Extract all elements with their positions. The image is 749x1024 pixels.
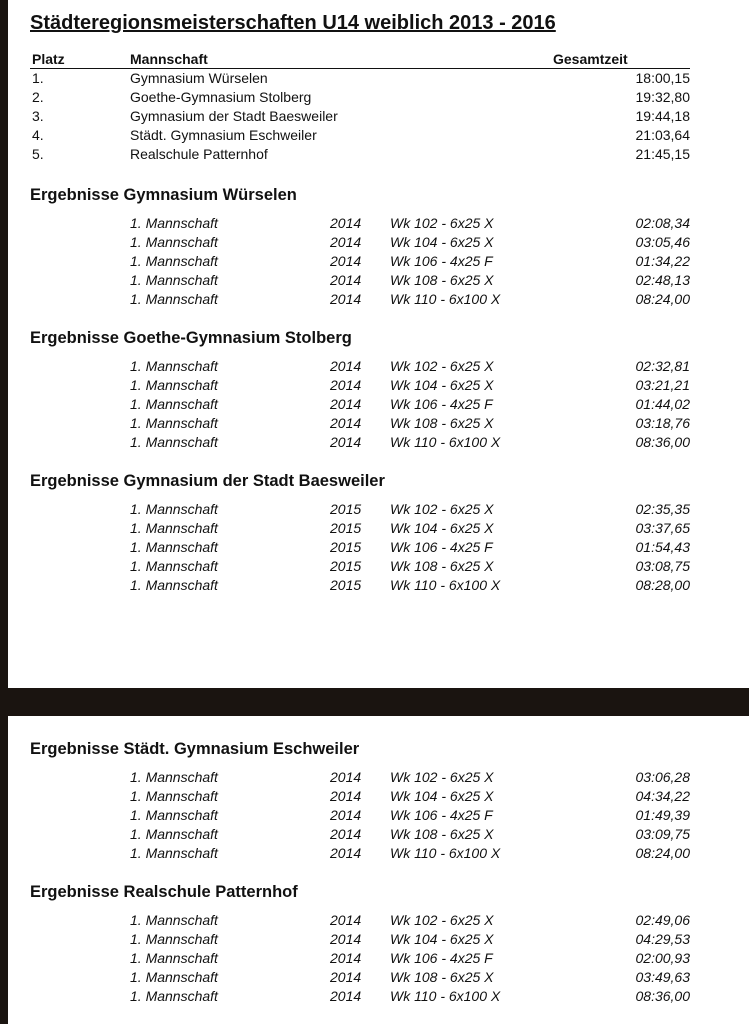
result-time: 08:24,00 <box>635 845 690 861</box>
place: 4. <box>32 127 44 143</box>
result-time: 08:36,00 <box>635 988 690 1004</box>
result-team: 1. Mannschaft <box>130 520 218 536</box>
result-row <box>30 214 690 233</box>
standings-table <box>30 50 690 164</box>
document-page-1 <box>8 0 749 688</box>
result-time: 08:24,00 <box>635 291 690 307</box>
result-time: 02:35,35 <box>635 501 690 517</box>
result-year: 2015 <box>330 520 362 536</box>
result-row <box>30 357 690 376</box>
result-row <box>30 433 690 452</box>
result-year: 2014 <box>330 234 362 250</box>
result-team: 1. Mannschaft <box>130 558 218 574</box>
team-name: Gymnasium Würselen <box>130 70 268 86</box>
result-time: 08:28,00 <box>635 577 690 593</box>
team-name: Gymnasium der Stadt Baesweiler <box>130 108 338 124</box>
result-year: 2014 <box>330 807 362 823</box>
result-team: 1. Mannschaft <box>130 969 218 985</box>
result-team: 1. Mannschaft <box>130 539 218 555</box>
result-team: 1. Mannschaft <box>130 577 218 593</box>
result-event: Wk 108 - 6x25 X <box>390 826 494 842</box>
result-row <box>30 949 690 968</box>
result-row <box>30 825 690 844</box>
result-team: 1. Mannschaft <box>130 396 218 412</box>
result-year: 2015 <box>330 501 362 517</box>
result-row <box>30 252 690 271</box>
result-event: Wk 110 - 6x100 X <box>390 988 501 1004</box>
result-time: 01:34,22 <box>635 253 690 269</box>
result-event: Wk 102 - 6x25 X <box>390 769 494 785</box>
results-section <box>30 738 690 863</box>
result-event: Wk 106 - 4x25 F <box>390 807 493 823</box>
result-event: Wk 108 - 6x25 X <box>390 415 494 431</box>
result-row <box>30 414 690 433</box>
result-event: Wk 104 - 6x25 X <box>390 788 494 804</box>
result-team: 1. Mannschaft <box>130 434 218 450</box>
standings-header <box>30 50 690 69</box>
result-team: 1. Mannschaft <box>130 253 218 269</box>
result-time: 08:36,00 <box>635 434 690 450</box>
results-section <box>30 184 690 309</box>
result-year: 2014 <box>330 931 362 947</box>
place: 2. <box>32 89 44 105</box>
result-row <box>30 576 690 595</box>
results-section <box>30 327 690 452</box>
result-row <box>30 911 690 930</box>
total-time: 21:03,64 <box>635 127 690 143</box>
result-row <box>30 844 690 863</box>
document-page-2 <box>8 716 749 1024</box>
result-team: 1. Mannschaft <box>130 377 218 393</box>
result-year: 2014 <box>330 415 362 431</box>
section-title: Ergebnisse Realschule Patternhof <box>30 883 298 901</box>
result-year: 2014 <box>330 845 362 861</box>
standings-row <box>30 69 690 88</box>
result-time: 03:08,75 <box>635 558 690 574</box>
result-event: Wk 102 - 6x25 X <box>390 215 494 231</box>
result-event: Wk 102 - 6x25 X <box>390 358 494 374</box>
result-row <box>30 500 690 519</box>
result-time: 03:49,63 <box>635 969 690 985</box>
header-team: Mannschaft <box>130 51 208 67</box>
result-row <box>30 987 690 1006</box>
team-name: Goethe-Gymnasium Stolberg <box>130 89 312 105</box>
total-time: 21:45,15 <box>635 146 690 162</box>
result-time: 03:09,75 <box>635 826 690 842</box>
result-time: 01:54,43 <box>635 539 690 555</box>
header-place: Platz <box>32 51 65 67</box>
standings-row <box>30 107 690 126</box>
result-event: Wk 106 - 4x25 F <box>390 539 493 555</box>
result-time: 03:37,65 <box>635 520 690 536</box>
result-year: 2014 <box>330 291 362 307</box>
result-event: Wk 106 - 4x25 F <box>390 253 493 269</box>
result-event: Wk 104 - 6x25 X <box>390 234 494 250</box>
place: 5. <box>32 146 44 162</box>
result-row <box>30 806 690 825</box>
result-event: Wk 104 - 6x25 X <box>390 931 494 947</box>
results-list <box>30 768 690 863</box>
standings-row <box>30 126 690 145</box>
result-year: 2014 <box>330 396 362 412</box>
result-event: Wk 110 - 6x100 X <box>390 845 501 861</box>
result-year: 2014 <box>330 358 362 374</box>
result-time: 01:44,02 <box>635 396 690 412</box>
result-event: Wk 104 - 6x25 X <box>390 520 494 536</box>
result-year: 2015 <box>330 577 362 593</box>
result-event: Wk 108 - 6x25 X <box>390 558 494 574</box>
result-event: Wk 106 - 4x25 F <box>390 396 493 412</box>
result-team: 1. Mannschaft <box>130 291 218 307</box>
result-event: Wk 108 - 6x25 X <box>390 969 494 985</box>
result-row <box>30 376 690 395</box>
document-title: Städteregionsmeisterschaften U14 weiblich 2013 - 2016 <box>30 12 556 34</box>
result-time: 03:18,76 <box>635 415 690 431</box>
results-list <box>30 214 690 309</box>
result-team: 1. Mannschaft <box>130 912 218 928</box>
result-time: 02:49,06 <box>635 912 690 928</box>
result-time: 03:06,28 <box>635 769 690 785</box>
results-list <box>30 911 690 1006</box>
result-team: 1. Mannschaft <box>130 234 218 250</box>
result-year: 2014 <box>330 769 362 785</box>
result-team: 1. Mannschaft <box>130 931 218 947</box>
result-year: 2014 <box>330 826 362 842</box>
section-title: Ergebnisse Gymnasium Würselen <box>30 186 297 204</box>
result-event: Wk 104 - 6x25 X <box>390 377 494 393</box>
team-name: Städt. Gymnasium Eschweiler <box>130 127 317 143</box>
result-event: Wk 102 - 6x25 X <box>390 501 494 517</box>
result-event: Wk 108 - 6x25 X <box>390 272 494 288</box>
result-year: 2014 <box>330 215 362 231</box>
result-row <box>30 233 690 252</box>
results-list <box>30 357 690 452</box>
result-time: 02:08,34 <box>635 215 690 231</box>
result-year: 2014 <box>330 912 362 928</box>
place: 3. <box>32 108 44 124</box>
result-row <box>30 787 690 806</box>
result-time: 03:21,21 <box>635 377 690 393</box>
total-time: 19:44,18 <box>635 108 690 124</box>
results-section <box>30 881 690 1006</box>
header-total-time: Gesamtzeit <box>553 51 628 67</box>
result-team: 1. Mannschaft <box>130 988 218 1004</box>
result-team: 1. Mannschaft <box>130 272 218 288</box>
result-row <box>30 768 690 787</box>
result-year: 2015 <box>330 558 362 574</box>
result-year: 2014 <box>330 253 362 269</box>
result-year: 2014 <box>330 788 362 804</box>
result-time: 03:05,46 <box>635 234 690 250</box>
result-row <box>30 968 690 987</box>
results-list <box>30 500 690 595</box>
standings-row <box>30 145 690 164</box>
result-team: 1. Mannschaft <box>130 501 218 517</box>
result-row <box>30 538 690 557</box>
result-team: 1. Mannschaft <box>130 826 218 842</box>
result-event: Wk 110 - 6x100 X <box>390 434 501 450</box>
section-title: Ergebnisse Gymnasium der Stadt Baesweiler <box>30 472 385 490</box>
result-year: 2014 <box>330 377 362 393</box>
result-row <box>30 557 690 576</box>
standings-row <box>30 88 690 107</box>
section-title: Ergebnisse Goethe-Gymnasium Stolberg <box>30 329 352 347</box>
result-time: 02:00,93 <box>635 950 690 966</box>
result-row <box>30 519 690 538</box>
total-time: 18:00,15 <box>635 70 690 86</box>
result-team: 1. Mannschaft <box>130 415 218 431</box>
result-event: Wk 110 - 6x100 X <box>390 577 501 593</box>
result-time: 04:34,22 <box>635 788 690 804</box>
result-row <box>30 290 690 309</box>
result-team: 1. Mannschaft <box>130 769 218 785</box>
result-team: 1. Mannschaft <box>130 788 218 804</box>
result-event: Wk 106 - 4x25 F <box>390 950 493 966</box>
place: 1. <box>32 70 44 86</box>
result-year: 2014 <box>330 434 362 450</box>
result-year: 2015 <box>330 539 362 555</box>
result-year: 2014 <box>330 988 362 1004</box>
result-year: 2014 <box>330 950 362 966</box>
team-name: Realschule Patternhof <box>130 146 268 162</box>
result-year: 2014 <box>330 969 362 985</box>
total-time: 19:32,80 <box>635 89 690 105</box>
result-row <box>30 930 690 949</box>
result-time: 04:29,53 <box>635 931 690 947</box>
result-team: 1. Mannschaft <box>130 215 218 231</box>
result-time: 02:32,81 <box>635 358 690 374</box>
result-team: 1. Mannschaft <box>130 358 218 374</box>
result-year: 2014 <box>330 272 362 288</box>
result-team: 1. Mannschaft <box>130 807 218 823</box>
result-team: 1. Mannschaft <box>130 950 218 966</box>
result-row <box>30 395 690 414</box>
result-time: 02:48,13 <box>635 272 690 288</box>
results-section <box>30 470 690 595</box>
result-event: Wk 110 - 6x100 X <box>390 291 501 307</box>
result-event: Wk 102 - 6x25 X <box>390 912 494 928</box>
result-team: 1. Mannschaft <box>130 845 218 861</box>
result-time: 01:49,39 <box>635 807 690 823</box>
section-title: Ergebnisse Städt. Gymnasium Eschweiler <box>30 740 360 758</box>
result-row <box>30 271 690 290</box>
